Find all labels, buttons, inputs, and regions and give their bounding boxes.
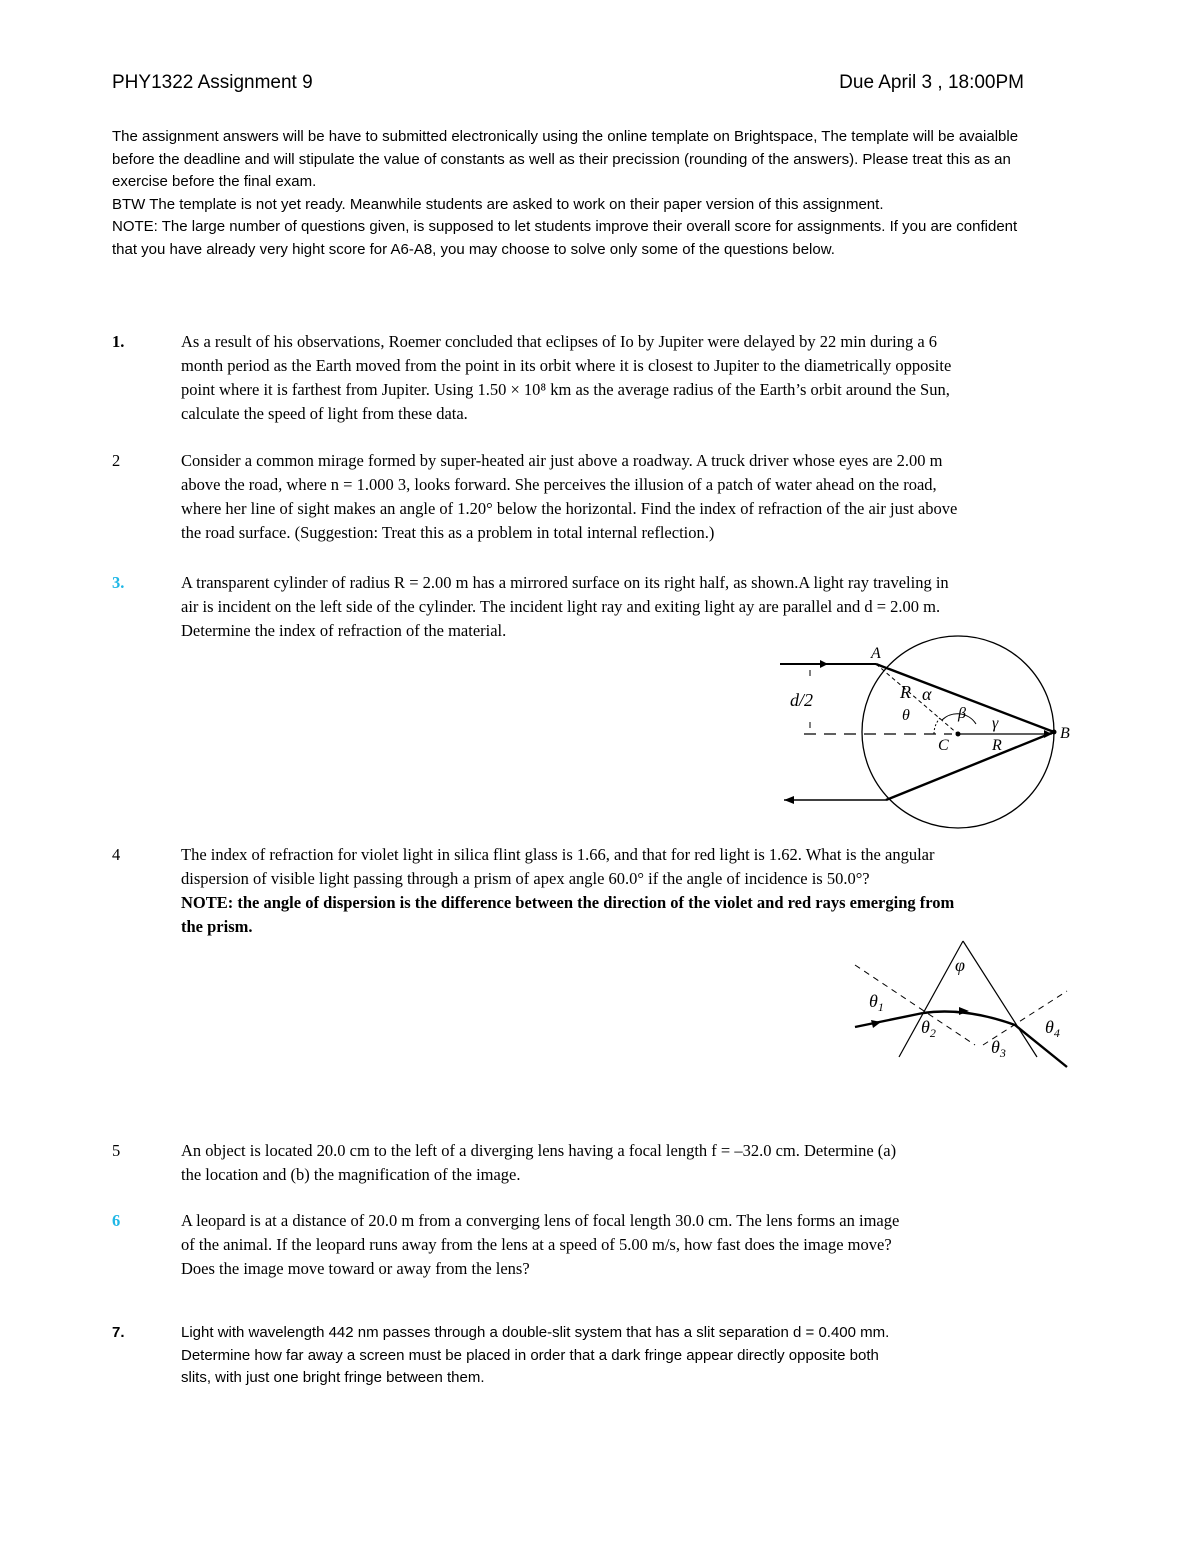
question-line: Determine the index of refraction of the material. bbox=[181, 621, 507, 640]
question-text bbox=[181, 1209, 1101, 1281]
chord-b-exit bbox=[886, 732, 1054, 800]
question-text bbox=[181, 1322, 1101, 1390]
question-note: the prism. bbox=[181, 917, 253, 936]
question-line: dispersion of visible light passing through a prism of apex angle 60.0° if the angle of incidence is 50.0°? bbox=[181, 869, 870, 888]
label-gamma: γ bbox=[992, 715, 999, 732]
question-number: 1. bbox=[112, 332, 125, 351]
question-line: slits, with just one bright fringe between them. bbox=[181, 1369, 485, 1386]
question-line: month period as the Earth moved from the point in its orbit where it is closest to Jupiter to the diametrically opposite bbox=[181, 356, 952, 375]
label-alpha: α bbox=[922, 684, 932, 704]
intro-paragraph-3: NOTE: The large number of questions given, is supposed to let students improve their overall score for assignments. If you are confident that you have already very hight score for A6-A8, you may choose to solve only some of the questions below. bbox=[112, 218, 1018, 258]
label-a: A bbox=[871, 645, 881, 662]
question-line: Does the image move toward or away from the lens? bbox=[181, 1259, 530, 1278]
internal-ray bbox=[923, 1012, 1015, 1026]
label-b: B bbox=[1060, 725, 1070, 742]
question-note: NOTE: the angle of dispersion is the difference between the direction of the violet and red rays emerging from bbox=[181, 893, 955, 912]
question-line: The index of refraction for violet light in silica flint glass is 1.66, and that for red light is 1.62. What is the angular bbox=[181, 845, 935, 864]
question-line: calculate the speed of light from these data. bbox=[181, 404, 468, 423]
question-line: the location and (b) the magnification of the image. bbox=[181, 1165, 521, 1184]
question-line: of the animal. If the leopard runs away from the lens at a speed of 5.00 m/s, how fast does the image move? bbox=[181, 1235, 892, 1254]
question-line: A leopard is at a distance of 20.0 m from a converging lens of focal length 30.0 cm. The lens forms an image bbox=[181, 1211, 900, 1230]
prism-diagram bbox=[845, 935, 1075, 1075]
question-text bbox=[181, 843, 1101, 939]
label-r-slant: R bbox=[900, 682, 911, 702]
question-line: Determine how far away a screen must be placed in order that a dark fringe appear directly opposite both bbox=[181, 1346, 879, 1364]
exit-arrow bbox=[784, 796, 794, 804]
question-number: 7. bbox=[112, 1324, 125, 1341]
label-phi: φ bbox=[955, 955, 965, 975]
due-date: Due April 3 , 18:00PM bbox=[839, 72, 1024, 93]
question-text bbox=[181, 1139, 1101, 1187]
question-line: Consider a common mirage formed by super-heated air just above a roadway. A truck driver whose eyes are 2.00 m bbox=[181, 451, 943, 470]
question-text bbox=[181, 330, 1101, 426]
question-line: where her line of sight makes an angle of 1.20° below the horizontal. Find the index of refraction of the air just above bbox=[181, 499, 958, 518]
question-line: An object is located 20.0 cm to the left of a diverging lens having a focal length f = –32.0 cm. Determine (a) bbox=[181, 1141, 897, 1160]
label-theta2: $\theta_2$ bbox=[921, 1017, 936, 1040]
question-number: 4 bbox=[112, 845, 121, 864]
label-theta1: $\theta_1$ bbox=[869, 991, 884, 1014]
label-theta3: $\theta_3$ bbox=[991, 1037, 1006, 1060]
question-number: 6 bbox=[112, 1211, 121, 1230]
label-theta: θ bbox=[902, 707, 910, 724]
question-number: 3. bbox=[112, 573, 125, 592]
label-d2: d/2 bbox=[790, 690, 814, 710]
label-beta: β bbox=[958, 705, 966, 722]
question-line: the road surface. (Suggestion: Treat this as a problem in total internal reflection.) bbox=[181, 523, 715, 542]
question-number: 5 bbox=[112, 1141, 121, 1160]
incident-ray bbox=[855, 1013, 923, 1027]
question-line: As a result of his observations, Roemer concluded that eclipses of Io by Jupiter were delayed by 22 min during a 6 bbox=[181, 332, 938, 351]
intro-paragraph-1: The assignment answers will be have to submitted electronically using the online template on Brightspace, The template will be avaialble before the deadline and will stipulate the value of constants as well as their precission (rounding of the answers). Please treat this as an exercise before the final exam. bbox=[112, 128, 1019, 191]
radius-c-a bbox=[876, 664, 958, 734]
question-line: air is incident on the left side of the cylinder. The incident light ray and exiting light ay are parallel and d = 2.00 m. bbox=[181, 597, 941, 616]
angle-theta-arc bbox=[934, 718, 940, 734]
assignment-title: PHY1322 Assignment 9 bbox=[112, 72, 313, 93]
question-line: above the road, where n = 1.000 3, looks forward. She perceives the illusion of a patch of water ahead on the road, bbox=[181, 475, 937, 494]
label-r-horizontal: R bbox=[992, 737, 1002, 754]
label-theta4: $\theta_4$ bbox=[1045, 1017, 1060, 1040]
center-dot bbox=[956, 732, 961, 737]
question-line: point where it is farthest from Jupiter. Using 1.50 × 10⁸ km as the average radius of the Earth’s orbit around the Sun, bbox=[181, 380, 950, 399]
question-text bbox=[181, 449, 1101, 545]
prism-right-face bbox=[963, 941, 1037, 1057]
question-line: Light with wavelength 442 nm passes through a double-slit system that has a slit separation d = 0.400 mm. bbox=[181, 1324, 890, 1341]
question-number: 2 bbox=[112, 451, 121, 470]
question-line: A transparent cylinder of radius R = 2.00 m has a mirrored surface on its right half, as shown.A light ray traveling in bbox=[181, 573, 949, 592]
intro-paragraph-2: BTW The template is not yet ready. Meanwhile students are asked to work on their paper version of this assignment. bbox=[112, 195, 884, 213]
cylinder-diagram bbox=[770, 630, 1090, 835]
page-header bbox=[112, 72, 1024, 104]
label-c: C bbox=[938, 737, 949, 754]
intro-text bbox=[112, 126, 1032, 262]
incident-arrow bbox=[820, 660, 828, 668]
point-b-dot bbox=[1052, 730, 1057, 735]
